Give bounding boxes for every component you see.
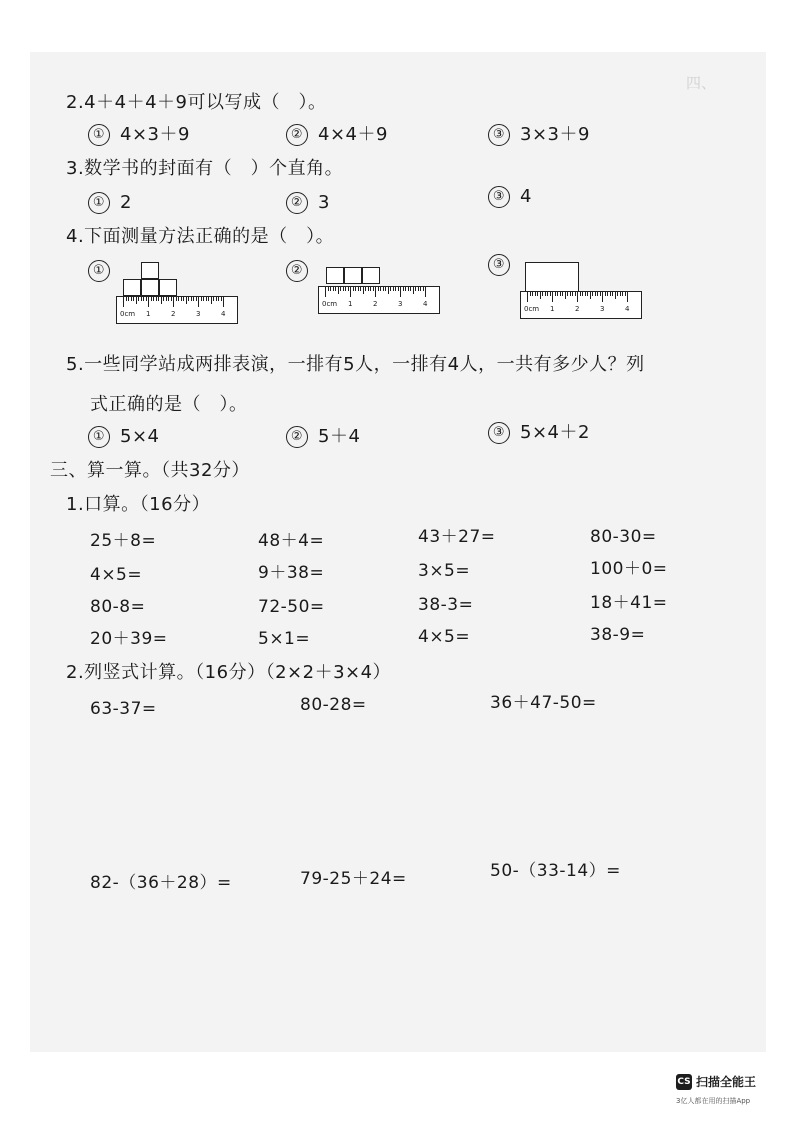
ruler-tick: [128, 297, 129, 301]
ruler-tick: [627, 292, 628, 302]
ruler-tick: [383, 287, 384, 291]
ruler-label: 0cm: [120, 310, 136, 318]
q3-option-3: [488, 186, 532, 208]
ruler-tick: [582, 292, 583, 296]
ruler-tick: [345, 287, 346, 291]
ruler-tick: [176, 297, 177, 301]
option-number: ③: [488, 124, 510, 146]
ruler-tick: [540, 292, 541, 299]
ruler-tick: [196, 297, 197, 301]
oral-item: 4×5=: [90, 565, 143, 585]
ruler-tick: [597, 292, 598, 296]
q5-stem-line2: 式正确的是（ ）。: [90, 394, 248, 415]
ruler-tick: [537, 292, 538, 296]
cube-square: [141, 262, 159, 279]
ruler-tick: [186, 297, 187, 304]
option-number: ③: [488, 186, 510, 208]
ruler-tick: [610, 292, 611, 296]
ruler-tick: [547, 292, 548, 296]
ruler-tick: [203, 297, 204, 301]
ruler-tick: [605, 292, 606, 296]
ruler-tick: [223, 297, 224, 307]
oral-item: 80-30=: [590, 527, 657, 547]
ruler-label: 2: [373, 300, 378, 308]
ruler-tick: [191, 297, 192, 301]
ruler-tick: [136, 297, 137, 304]
ruler-tick: [625, 292, 626, 296]
cube-square: [141, 279, 159, 296]
ruler-tick: [592, 292, 593, 296]
ruler-tick: [415, 287, 416, 291]
ruler-tick: [358, 287, 359, 291]
ruler-tick: [622, 292, 623, 296]
vertical-item: 80-28=: [300, 695, 367, 715]
oral-item: 25＋8=: [90, 531, 157, 551]
ruler-tick: [580, 292, 581, 296]
vertical-item: 50-（33-14）=: [490, 861, 621, 881]
oral-item: 38-9=: [590, 625, 646, 645]
ruler-tick: [221, 297, 222, 301]
option-text: 5×4: [120, 426, 160, 447]
ruler-tick: [620, 292, 621, 296]
ruler-tick: [590, 292, 591, 299]
ruler-tick: [388, 287, 389, 294]
ruler-tick: [420, 287, 421, 291]
ruler-tick: [360, 287, 361, 291]
option-number: ②: [286, 260, 308, 282]
oral-item: 3×5=: [418, 561, 471, 581]
ruler-tick: [570, 292, 571, 296]
option-text: 3: [318, 192, 330, 213]
cube-square: [123, 279, 141, 296]
cube-square: [362, 267, 380, 284]
q5-option-1: [88, 426, 160, 448]
ruler-tick: [206, 297, 207, 301]
ruler-label: 4: [221, 310, 226, 318]
ruler-tick: [405, 287, 406, 291]
ruler-tick: [577, 292, 578, 302]
ruler-tick: [335, 287, 336, 291]
ruler-tick: [333, 287, 334, 291]
scanner-app-name: 扫描全能王: [696, 1075, 757, 1089]
ruler-label: 1: [146, 310, 151, 318]
ruler-tick: [378, 287, 379, 291]
ruler-tick: [575, 292, 576, 296]
ruler-tick: [557, 292, 558, 296]
option-number: ①: [88, 192, 110, 214]
ruler-tick: [146, 297, 147, 301]
ruler-tick: [343, 287, 344, 291]
q5-stem-line1: 5.一些同学站成两排表演，一排有5人，一排有4人，一共有多少人？列: [66, 354, 645, 375]
oral-item: 72-50=: [258, 597, 325, 617]
ruler-tick: [530, 292, 531, 296]
ruler-tick: [163, 297, 164, 301]
option-number: ②: [286, 192, 308, 214]
bleed-through-text: 四、: [686, 74, 717, 92]
option-text: 5×4＋2: [520, 422, 590, 443]
ruler-tick: [126, 297, 127, 301]
ruler-tick: [148, 297, 149, 307]
q2-option-1: [88, 124, 190, 146]
ruler-tick: [587, 292, 588, 296]
option-text: 5＋4: [318, 426, 361, 447]
option-text: 2: [120, 192, 132, 213]
ruler-tick: [413, 287, 414, 294]
ruler-tick: [158, 297, 159, 301]
ruler-label: 1: [348, 300, 353, 308]
measured-rectangle: [525, 262, 579, 292]
q4-option-3: [488, 254, 520, 276]
ruler-tick: [612, 292, 613, 296]
option-number: ③: [488, 254, 510, 276]
q3-option-1: [88, 192, 132, 214]
ruler-tick: [355, 287, 356, 291]
ruler-label: 3: [398, 300, 403, 308]
oral-item: 5×1=: [258, 629, 311, 649]
ruler-tick: [532, 292, 533, 296]
q3-option-2: [286, 192, 330, 214]
ruler-tick: [410, 287, 411, 291]
oral-item: 100＋0=: [590, 559, 668, 579]
ruler-tick: [133, 297, 134, 301]
ruler-tick: [173, 297, 174, 307]
ruler-tick: [198, 297, 199, 307]
ruler-tick: [330, 287, 331, 291]
exam-sheet: [30, 52, 766, 1052]
q4-stem: 4.下面测量方法正确的是（ ）。: [66, 226, 335, 247]
ruler-tick: [365, 287, 366, 291]
ruler-tick: [338, 287, 339, 294]
oral-title: 1.口算。（16分）: [66, 494, 211, 515]
ruler-tick: [178, 297, 179, 301]
vertical-item: 63-37=: [90, 699, 157, 719]
ruler-tick: [201, 297, 202, 301]
ruler-tick: [562, 292, 563, 296]
option-text: 4: [520, 186, 532, 207]
ruler-tick: [550, 292, 551, 296]
oral-item: 18＋41=: [590, 593, 668, 613]
ruler-tick: [560, 292, 561, 296]
q2-stem: 2.4＋4＋4＋9可以写成（ ）。: [66, 92, 327, 113]
ruler-tick: [565, 292, 566, 299]
ruler-tick: [585, 292, 586, 296]
oral-item: 9＋38=: [258, 563, 325, 583]
option-number: ②: [286, 124, 308, 146]
ruler-tick: [151, 297, 152, 301]
section3-title: 三、算一算。（共32分）: [50, 460, 250, 481]
ruler-tick: [390, 287, 391, 291]
ruler-tick: [373, 287, 374, 291]
vertical-item: 79-25＋24=: [300, 869, 407, 889]
cube-square: [326, 267, 344, 284]
ruler-tick: [363, 287, 364, 294]
q4-option-2: [286, 260, 318, 282]
ruler-tick: [425, 287, 426, 297]
cube-square: [159, 279, 177, 296]
ruler-tick: [403, 287, 404, 291]
oral-item: 48＋4=: [258, 531, 325, 551]
ruler-tick: [138, 297, 139, 301]
ruler-tick: [123, 297, 124, 307]
option-number: ②: [286, 426, 308, 448]
ruler-tick: [211, 297, 212, 304]
ruler-tick: [408, 287, 409, 291]
ruler-tick: [607, 292, 608, 296]
ruler-tick: [168, 297, 169, 301]
ruler-tick: [375, 287, 376, 297]
scanner-tagline: 3亿人都在用的扫描App: [676, 1097, 751, 1105]
ruler-tick: [602, 292, 603, 302]
ruler-tick: [370, 287, 371, 291]
vertical-item: 36＋47-50=: [490, 693, 597, 713]
ruler-label: 2: [575, 305, 580, 313]
ruler-label: 4: [625, 305, 630, 313]
ruler-tick: [535, 292, 536, 296]
ruler-tick: [325, 287, 326, 297]
ruler-tick: [555, 292, 556, 296]
ruler-tick: [166, 297, 167, 301]
ruler: [520, 291, 642, 319]
ruler-tick: [161, 297, 162, 304]
ruler-tick: [423, 287, 424, 291]
ruler-tick: [567, 292, 568, 296]
oral-item: 38-3=: [418, 595, 474, 615]
ruler-tick: [552, 292, 553, 302]
ruler-tick: [418, 287, 419, 291]
q5-option-2: [286, 426, 360, 448]
option-text: 4×3＋9: [120, 124, 190, 145]
option-number: ①: [88, 426, 110, 448]
ruler: [318, 286, 440, 314]
q2-option-3: [488, 124, 590, 146]
ruler-tick: [395, 287, 396, 291]
ruler-tick: [398, 287, 399, 291]
ruler-tick: [143, 297, 144, 301]
ruler-tick: [328, 287, 329, 291]
oral-item: 43＋27=: [418, 527, 496, 547]
ruler-tick: [380, 287, 381, 291]
ruler-tick: [615, 292, 616, 299]
q3-stem: 3.数学书的封面有（ ）个直角。: [66, 158, 344, 179]
ruler-tick: [131, 297, 132, 301]
oral-item: 20＋39=: [90, 629, 168, 649]
ruler-tick: [393, 287, 394, 291]
ruler-label: 2: [171, 310, 176, 318]
scanner-logo-icon: CS: [676, 1074, 692, 1090]
ruler-tick: [216, 297, 217, 301]
ruler-label: 0cm: [524, 305, 540, 313]
option-text: 3×3＋9: [520, 124, 590, 145]
q4-option-1: [88, 260, 120, 282]
option-text: 4×4＋9: [318, 124, 388, 145]
ruler-tick: [400, 287, 401, 297]
ruler-tick: [208, 297, 209, 301]
ruler-tick: [156, 297, 157, 301]
ruler-label: 3: [196, 310, 201, 318]
option-number: ③: [488, 422, 510, 444]
option-number: ①: [88, 124, 110, 146]
oral-item: 80-8=: [90, 597, 146, 617]
option-number: ①: [88, 260, 110, 282]
ruler-tick: [617, 292, 618, 296]
ruler: [116, 296, 238, 324]
ruler-tick: [385, 287, 386, 291]
ruler-tick: [141, 297, 142, 301]
ruler-tick: [183, 297, 184, 301]
ruler-tick: [350, 287, 351, 297]
ruler-tick: [542, 292, 543, 296]
ruler-tick: [153, 297, 154, 301]
vertical-calc-title: 2.列竖式计算。（16分）（2×2＋3×4）: [66, 662, 392, 683]
ruler-tick: [527, 292, 528, 302]
ruler-tick: [181, 297, 182, 301]
ruler-tick: [572, 292, 573, 296]
oral-item: 4×5=: [418, 627, 471, 647]
ruler-tick: [213, 297, 214, 301]
ruler-tick: [368, 287, 369, 291]
ruler-tick: [188, 297, 189, 301]
q5-option-3: [488, 422, 590, 444]
cube-square: [344, 267, 362, 284]
ruler-tick: [218, 297, 219, 301]
vertical-item: 82-（36＋28）=: [90, 873, 232, 893]
ruler-tick: [193, 297, 194, 301]
ruler-tick: [545, 292, 546, 296]
ruler-tick: [171, 297, 172, 301]
ruler-tick: [600, 292, 601, 296]
ruler-label: 1: [550, 305, 555, 313]
ruler-tick: [340, 287, 341, 291]
ruler-tick: [353, 287, 354, 291]
ruler-label: 4: [423, 300, 428, 308]
ruler-label: 0cm: [322, 300, 338, 308]
ruler-tick: [348, 287, 349, 291]
q2-option-2: [286, 124, 388, 146]
ruler-label: 3: [600, 305, 605, 313]
ruler-tick: [595, 292, 596, 296]
